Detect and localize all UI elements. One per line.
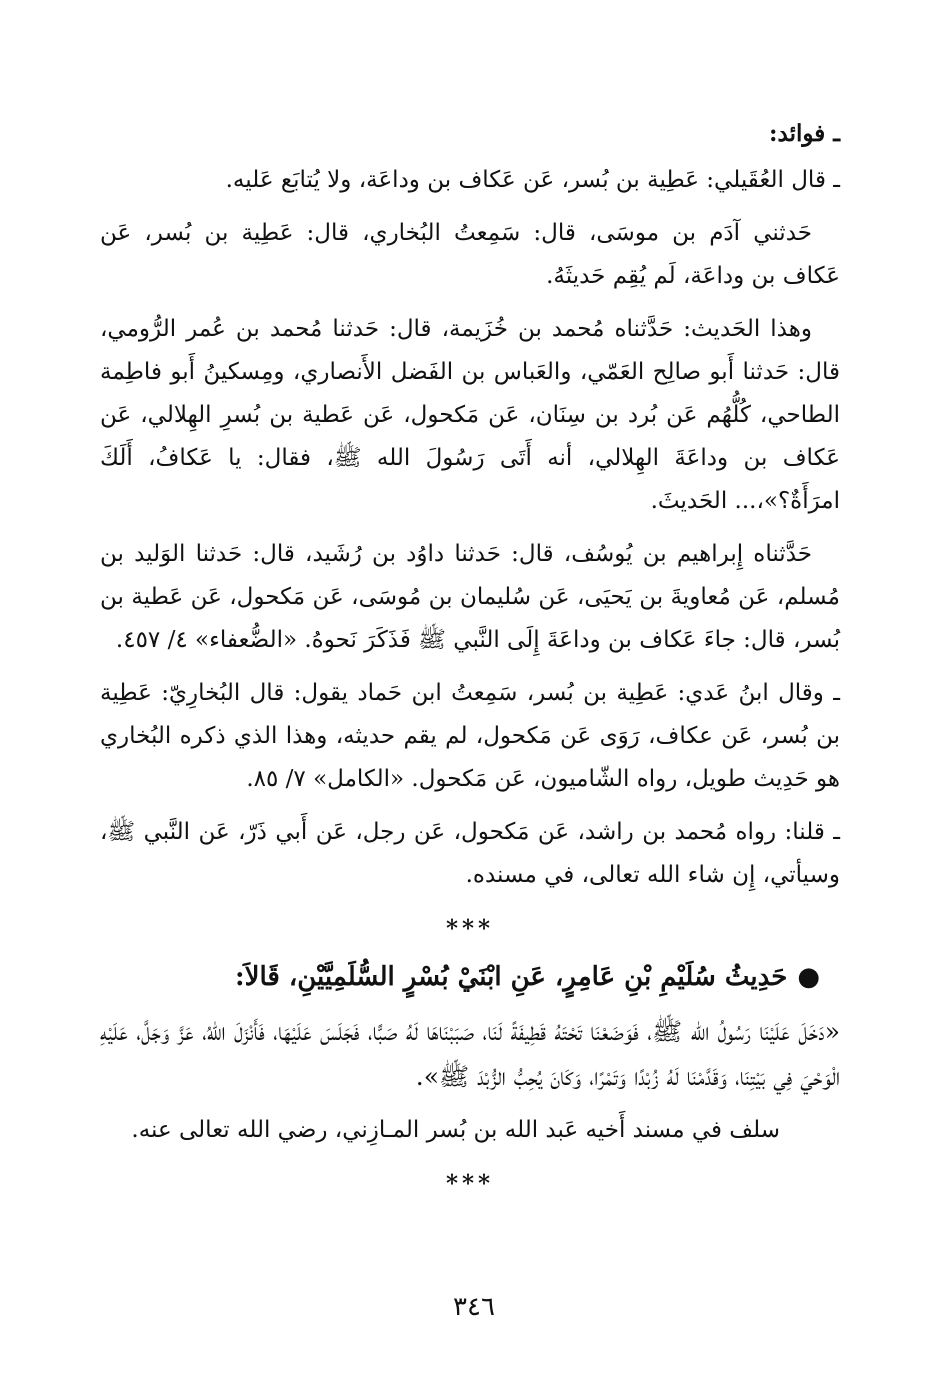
paragraph-5: ـ وقال ابنُ عَدي: عَطِية بن بُسر، سَمِعتُ ابن حَماد يقول: قال البُخارِيّ: عَطِية بن بُسر، عَن عكاف، رَوَى عَن مَكحول، لم يقم حديثه، وهذا الذي ذكره البُخاري هو حَدِيث طويل، رواه الشّاميون، عَن مَكحول. «الكامل» ٧/ ٨٥.: [100, 680, 840, 792]
page-content: [100, 112, 840, 1211]
hadith-title: حَدِيثُ سُلَيْمِ بْنِ عَامِرٍ، عَنِ ابْنَيْ بُسْرٍ السُّلَمِيَّيْنِ، قَالاَ:: [235, 962, 788, 992]
hadith-text: «دَخَلَ عَلَيْنَا رَسُولُ الله ﷺ، فَوَضَعْنَا تَحْتَهُ قَطِيفَةً لَنَا، صَبَبْنَاهَا لَهُ صَبًّا، فَجَلَسَ عَلَيْهَا، فَأَنْزَلَ اللهُ، عَزَّ وَجَلَّ، عَلَيْهِ الْوَحْيَ فِي بَيْتِنَا، وَقَدَّمْنَا لَهُ زُبْدًا وَتَمْرًا، وَكَانَ يُحِبُّ الزُّبْدَ ﷺ».: [100, 1017, 840, 1091]
bullet-icon: ●: [797, 962, 820, 992]
separator-1: ***: [445, 915, 495, 942]
paragraph-6: ـ قلنا: رواه مُحمد بن راشد، عَن مَكحول، عَن رجل، عَن أَبي ذَرّ، عَن النَّبي ﷺ، وسيأتي، إِن شاء الله تعالى، في مسنده.: [100, 819, 840, 888]
paragraph-3: وهذا الحَديث: حَدَّثناه مُحمد بن خُزَيمة، قال: حَدثنا مُحمد بن عُمر الرُّومي، قال: حَدثنا أَبو صالِح العَمّي، والعَباس بن الفَضل الأَنصاري، ومِسكينُ أَبو فاطِمة الطاحي، كُلُّهُم عَن بُرد بن سِنَان، عَن مَكحول، عَن عَطية بن بُسرِ الهِلالي، عَن عَكاف بن وداعَةَ الهِلالي، أنه أَتَى رَسُولَ الله ﷺ، فقال: يا عَكافُ، أَلَكَ امرَأَةٌ؟»،... الحَديثَ.: [100, 316, 840, 514]
page-number: ٣٤٦: [453, 1292, 495, 1322]
paragraph-4: حَدَّثناه إِبراهيم بن يُوسُف، قال: حَدثنا داوُد بن رُشَيد، قال: حَدثنا الوَليد بن مُسلم، عَن مُعاويةَ بن يَحيَى، عَن سُليمان بن مُوسَى، عَن مَكحول، عَن عَطية بن بُسر، قال: جاءَ عَكاف بن وداعَةَ إِلَى النَّبي ﷺ فَذَكَرَ نَحوهُ. «الضُّعفاء» ٤/ ٤٥٧.: [100, 541, 840, 653]
separator-2: ***: [445, 1170, 495, 1197]
reference-note: سلف في مسند أَخيه عَبد الله بن بُسر المـازِني، رضي الله تعالى عنه.: [131, 1117, 780, 1143]
paragraph-2: حَدثني آدَم بن موسَى، قال: سَمِعتُ البُخاري، قال: عَطِية بن بُسر، عَن عَكاف بن وداعَة، لَم يُقِم حَديثَهُ.: [100, 220, 840, 289]
paragraph-1: ـ قال العُقَيلي: عَطِية بن بُسر، عَن عَكاف بن وداعَة، ولا يُتابَع عَليه.: [225, 167, 840, 193]
section-heading: ـ فوائد:: [769, 120, 840, 147]
hadith-title-line: [100, 956, 840, 999]
